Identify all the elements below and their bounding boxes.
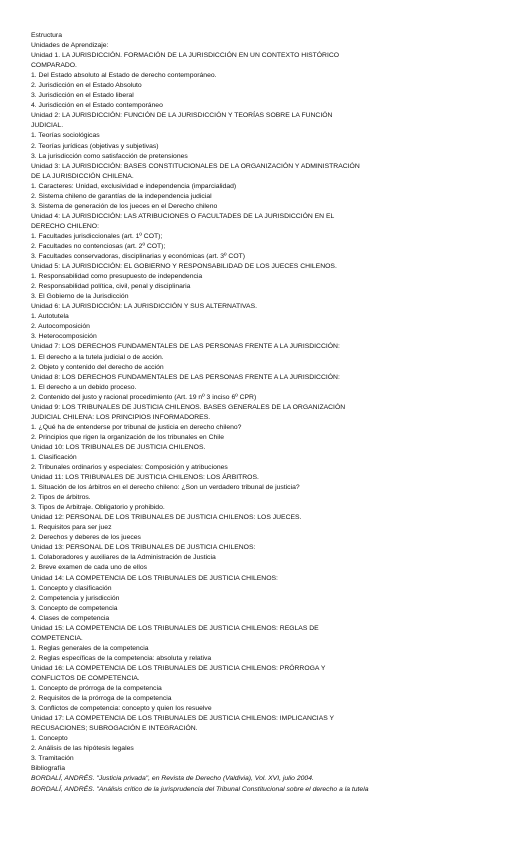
list-item: 3. La jurisdicción como satisfacción de pretensiones <box>31 152 188 160</box>
unit-heading: Unidad 16: LA COMPETENCIA DE LOS TRIBUNALES DE JUSTICIA CHILENOS: PRÓRROGA Y <box>31 664 326 672</box>
list-item: 1. Concepto <box>31 735 68 743</box>
list-item: 1. Autotutela <box>31 313 69 321</box>
list-item: 4. Jurisdicción en el Estado contemporáneo <box>31 102 163 110</box>
unit-heading: Unidad 8: LOS DERECHOS FUNDAMENTALES DE LAS PERSONAS FRENTE A LA JURISDICCIÓN: <box>31 373 340 381</box>
bibliography-entry: BORDALÍ, ANDRÉS. "Análisis crítico de la jurisprudencia del Tribunal Constitucional sobre el derecho a la tutela <box>31 785 369 793</box>
list-item: 1. Colaboradores y auxiliares de la Administración de Justicia <box>31 554 216 562</box>
list-item: 1. Situación de los árbitros en el derecho chileno: ¿Son un verdadero tribunal de justicia? <box>31 484 300 492</box>
heading-continuation: DE LA JURISDICCIÓN CHILENA. <box>31 172 134 180</box>
list-item: 2. Breve examen de cada uno de ellos <box>31 564 148 572</box>
list-item: 3. Facultades conservadoras, disciplinarias y económicas (art. 3º COT) <box>31 253 246 261</box>
list-item: 2. Tipos de árbitros. <box>31 494 91 502</box>
subsection-heading: Unidades de Aprendizaje: <box>31 42 109 50</box>
unit-heading: Unidad 1. LA JURISDICCIÓN. FORMACIÓN DE LA JURISDICCIÓN EN UN CONTEXTO HISTÓRICO <box>31 52 340 60</box>
heading-continuation: COMPARADO. <box>31 62 77 70</box>
list-item: 2. Derechos y deberes de los jueces <box>31 534 141 542</box>
heading-continuation: COMPETENCIA. <box>31 634 83 642</box>
list-item: 3. Heterocomposición <box>31 333 97 341</box>
list-item: 2. Jurisdicción en el Estado Absoluto <box>31 82 142 90</box>
unit-heading: Unidad 17: LA COMPETENCIA DE LOS TRIBUNALES DE JUSTICIA CHILENOS: IMPLICANCIAS Y <box>31 715 335 723</box>
unit-heading: Unidad 3: LA JURISDICCIÓN: BASES CONSTITUCIONALES DE LA ORGANIZACIÓN Y ADMINISTRACIÓN <box>31 162 360 170</box>
list-item: 4. Clases de competencia <box>31 614 110 622</box>
list-item: 1. ¿Qué ha de entenderse por tribunal de justicia en derecho chileno? <box>31 423 242 431</box>
heading-continuation: DERECHO CHILENO: <box>31 222 99 230</box>
list-item: 1. Del Estado absoluto al Estado de derecho contemporáneo. <box>31 72 217 80</box>
list-item: 1. Clasificación <box>31 453 77 461</box>
list-item: 1. El derecho a un debido proceso. <box>31 383 137 391</box>
list-item: 2. Tribunales ordinarios y especiales: Composición y atribuciones <box>31 464 228 472</box>
unit-heading: Unidad 2: LA JURISDICCIÓN: FUNCIÓN DE LA JURISDICCIÓN Y TEORÍAS SOBRE LA FUNCIÓN <box>31 112 333 120</box>
unit-heading: Unidad 10: LOS TRIBUNALES DE JUSTICIA CHILENOS. <box>31 443 206 451</box>
unit-heading: Unidad 12: PERSONAL DE LOS TRIBUNALES DE JUSTICIA CHILENOS: LOS JUECES. <box>31 514 302 522</box>
unit-heading: Unidad 14: LA COMPETENCIA DE LOS TRIBUNALES DE JUSTICIA CHILENOS: <box>31 574 278 582</box>
list-item: 2. Responsabilidad política, civil, penal y disciplinaria <box>31 283 191 291</box>
list-item: 1. Caracteres: Unidad, exclusividad e independencia (imparcialidad) <box>31 182 237 190</box>
section-heading: Estructura <box>31 32 62 39</box>
list-item: 1. Responsabilidad como presupuesto de independencia <box>31 273 203 281</box>
list-item: 2. Contenido del justo y racional procedimiento (Art. 19 nº 3 inciso 6º CPR) <box>31 393 257 401</box>
document-body <box>31 31 501 795</box>
list-item: 2. Teorías jurídicas (objetivas y subjetivas) <box>31 142 159 150</box>
list-item: 2. Reglas específicas de la competencia: absoluta y relativa <box>31 654 212 662</box>
list-item: 3. Concepto de competencia <box>31 604 118 612</box>
list-item: 3. El Gobierno de la Jurisdicción <box>31 293 129 301</box>
heading-continuation: RECUSACIONES; SUBROGACIÓN E INTEGRACIÓN. <box>31 725 198 733</box>
list-item: 3. Conflictos de competencia: concepto y quien los resuelve <box>31 705 212 713</box>
unit-heading: Unidad 15: LA COMPETENCIA DE LOS TRIBUNALES DE JUSTICIA CHILENOS: REGLAS DE <box>31 624 319 632</box>
heading-continuation: JUDICIAL CHILENA: LOS PRINCIPIOS INFORMADORES. <box>31 413 211 421</box>
bibliography-entry: BORDALÍ, ANDRÉS. "Justicia privada", en Revista de Derecho (Valdivia), Vol. XVI, julio 2004. <box>31 775 314 783</box>
list-item: 2. Sistema chileno de garantías de la independencia judicial <box>31 192 212 200</box>
list-item: 2. Requisitos de la prórroga de la competencia <box>31 695 172 703</box>
unit-heading: Unidad 13: PERSONAL DE LOS TRIBUNALES DE JUSTICIA CHILENOS: <box>31 544 256 552</box>
list-item: 1. Requisitos para ser juez <box>31 524 112 532</box>
list-item: 1. Teorías sociológicas <box>31 132 100 140</box>
unit-heading: Unidad 4: LA JURISDICCIÓN: LAS ATRIBUCIONES O FACULTADES DE LA JURISDICCIÓN EN EL <box>31 212 335 220</box>
list-item: 3. Tipos de Arbitraje. Obligatorio y prohibido. <box>31 504 165 512</box>
list-item: 2. Competencia y jurisdicción <box>31 594 120 602</box>
heading-continuation: JUDICIAL. <box>31 122 64 130</box>
list-item: 3. Jurisdicción en el Estado liberal <box>31 92 134 100</box>
list-item: 2. Facultades no contenciosas (art. 2º COT); <box>31 242 166 250</box>
unit-heading: Unidad 9: LOS TRIBUNALES DE JUSTICIA CHILENOS. BASES GENERALES DE LA ORGANIZACIÓN <box>31 403 346 411</box>
list-item: 2. Principios que rigen la organización de los tribunales en Chile <box>31 433 225 441</box>
list-item: 2. Análisis de las hipótesis legales <box>31 745 134 753</box>
unit-heading: Unidad 5: LA JURISDICCIÓN: EL GOBIERNO Y RESPONSABILIDAD DE LOS JUECES CHILENOS. <box>31 263 337 271</box>
list-item: 3. Sistema de generación de los jueces en el Derecho chileno <box>31 202 218 210</box>
list-item: 2. Autocomposición <box>31 323 90 331</box>
unit-heading: Unidad 11: LOS TRIBUNALES DE JUSTICIA CHILENOS: LOS ÁRBITROS. <box>31 474 259 482</box>
bibliography-heading: Bibliografía <box>31 765 66 773</box>
list-item: 1. Concepto de prórroga de la competencia <box>31 685 162 693</box>
list-item: 1. Facultades jurisdiccionales (art. 1º COT); <box>31 232 163 240</box>
list-item: 1. El derecho a la tutela judicial o de acción. <box>31 353 164 361</box>
list-item: 1. Reglas generales de la competencia <box>31 644 149 652</box>
unit-heading: Unidad 6: LA JURISDICCIÓN: LA JURISDICCIÓN Y SUS ALTERNATIVAS. <box>31 303 258 311</box>
list-item: 3. Tramitación <box>31 755 74 763</box>
heading-continuation: CONFLICTOS DE COMPETENCIA. <box>31 675 140 682</box>
unit-heading: Unidad 7: LOS DERECHOS FUNDAMENTALES DE LAS PERSONAS FRENTE A LA JURISDICCIÓN: <box>31 343 340 351</box>
list-item: 2. Objeto y contenido del derecho de acción <box>31 363 164 371</box>
list-item: 1. Concepto y clasificación <box>31 584 112 592</box>
